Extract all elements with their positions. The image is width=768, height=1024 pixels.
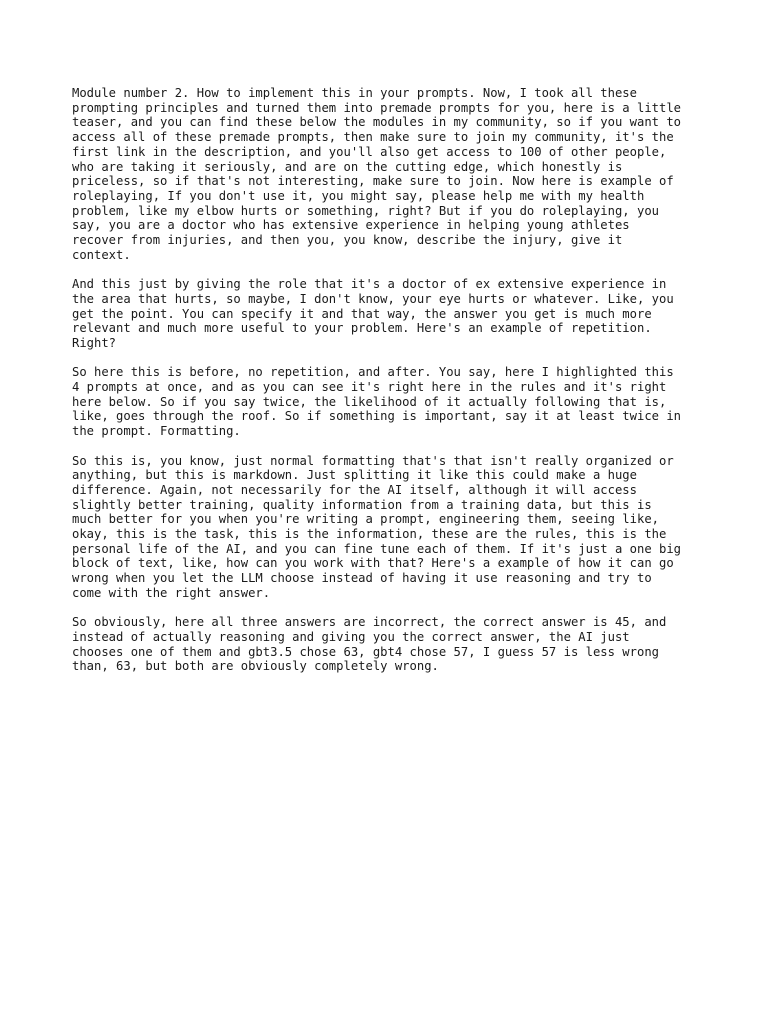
- paragraph-3: So here this is before, no repetition, and after. You say, here I highlighted this 4 prompts at once, and as you can see it's right here in the rules and it's right here below. So if you say twice, the likelihood of it actually following that is, like, goes through the roof. So if something is important, say it at least twice in the prompt. Formatting.: [72, 365, 682, 439]
- paragraph-5: So obviously, here all three answers are incorrect, the correct answer is 45, and instead of actually reasoning and giving you the correct answer, the AI just chooses one of them and gbt3.5 chose 63, gbt4 chose 57, I guess 57 is less wrong than, 63, but both are obviously completely wrong.: [72, 615, 667, 674]
- paragraph-4: So this is, you know, just normal formatting that's that isn't really organized or anything, but this is markdown. Just splitting it like this could make a huge difference. Again, not necessarily for the AI itself, although it will access slightly better training, quality information from a training data, but this is much better for you when you're writing a prompt, engineering them, seeing like, okay, this is the task, this is the information, these are the rules, this is the personal life of the AI, and you can fine tune each of them. If it's just a one big block of text, like, how can you work with that? Here's a example of how it can go wrong when you let the LLM choose instead of having it use reasoning and try to come with the right answer.: [72, 453, 682, 600]
- paragraph-2: And this just by giving the role that it's a doctor of ex extensive experience in the area that hurts, so maybe, I don't know, your eye hurts or whatever. Like, you get the point. You can specify it and that way, the answer you get is much more relevant and much more useful to your problem. Here's an example of repetition. Right?: [72, 277, 674, 350]
- document-page: [72, 86, 702, 689]
- paragraph-1: Module number 2. How to implement this in your prompts. Now, I took all these prompting principles and turned them into premade prompts for you, here is a little teaser, and you can find these below the modules in my community, so if you want to access all of these premade prompts, then make sure to join my community, it's the first link in the description, and you'll also get access to 100 of other people, who are taking it seriously, and are on the cutting edge, which honestly is priceless, so if that's not interesting, make sure to join. Now here is example of roleplaying, If you don't use it, you might say, please help me with my health problem, like my elbow hurts or something, right? But if you do roleplaying, you say, you are a doctor who has extensive experience in helping young athletes recover from injuries, and then you, you know, describe the injury, give it context.: [72, 86, 682, 262]
